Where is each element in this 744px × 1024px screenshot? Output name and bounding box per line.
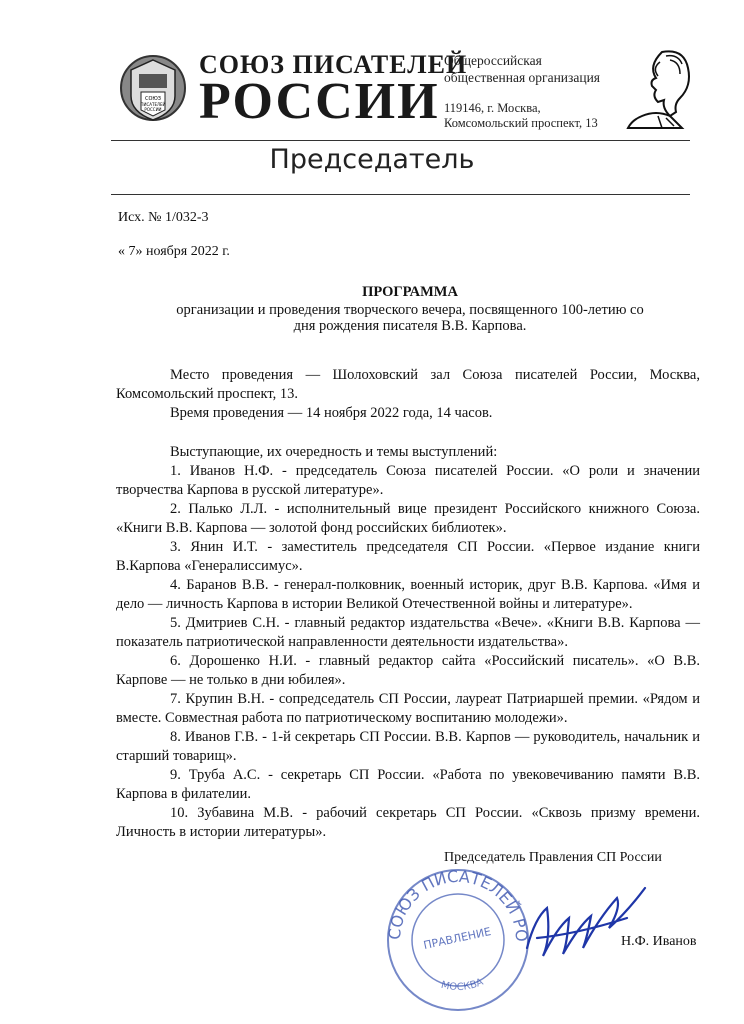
list-item: 4. Баранов В.В. - генерал-полковник, военный историк, друг В.В. Карпова. «Имя и дело — личность Карпова в истории Великой Отечественной войны и литературе».	[116, 577, 700, 612]
header-divider-top	[111, 140, 690, 141]
signatory-name: Н.Ф. Иванов	[621, 934, 697, 949]
time-paragraph: Время проведения — 14 ноября 2022 года, 14 часов.	[170, 405, 493, 421]
address-line2: Комсомольский проспект, 13	[444, 116, 598, 130]
pushkin-portrait-icon	[622, 46, 696, 130]
stamp-text-top: СОЮЗ ПИСАТЕЛЕЙ РО	[384, 866, 532, 943]
document-date: « 7» ноября 2022 г.	[118, 244, 230, 259]
org-type-line2: общественная организация	[444, 70, 601, 85]
speakers-intro: Выступающие, их очередность и темы выступлений:	[170, 444, 498, 460]
org-type-line1: Общероссийская	[444, 53, 542, 68]
list-item: 7. Крупин В.Н. - сопредседатель СП России, лауреат Патриаршей премии. «Рядом и вместе. Совместная работа по патриотическому воспитанию молодежи».	[116, 691, 700, 726]
list-item: 1. Иванов Н.Ф. - председатель Союза писателей России. «О роли и значении творчества Карпова в русской литературе».	[116, 463, 700, 498]
org-name-line2: РОССИИ	[199, 73, 440, 130]
address-line1: 119146, г. Москва,	[444, 101, 541, 115]
program-heading: ПРОГРАММА	[362, 284, 458, 300]
list-item: 3. Янин И.Т. - заместитель председателя СП России. «Первое издание книги В.Карпова «Генералиссимус».	[116, 539, 700, 574]
venue-paragraph: Место проведения — Шолоховский зал Союза писателей России, Москва, Комсомольский проспект, 13.	[116, 367, 700, 402]
list-item: 2. Палько Л.Л. - исполнительный вице президент Российского книжного Союза. «Книги В.В. Карпова — золотой фонд российских библиотек».	[116, 501, 700, 536]
reference-number: Исх. № 1/032-3	[118, 210, 209, 225]
svg-text:СОЮЗ ПИСАТЕЛЕЙ РОССИИ	[378, 862, 531, 942]
official-stamp	[378, 862, 538, 1012]
list-item: 9. Труба А.С. - секретарь СП России. «Работа по увековечиванию памяти В.В. Карпова в филателии.	[116, 767, 700, 802]
handwritten-signature	[517, 878, 657, 968]
svg-text:ПИСАТЕЛЕЙ: ПИСАТЕЛЕЙ	[140, 102, 166, 107]
document-body	[116, 366, 700, 842]
emblem-logo	[119, 52, 187, 124]
list-item: 5. Дмитриев С.Н. - главный редактор издательства «Вече». «Книги В.В. Карпова — показатель патриотической направленности деятельности издательства».	[116, 615, 700, 650]
stamp-text-center: ПРАВЛЕНИЕ	[422, 925, 493, 953]
svg-text:МОСКВА	[440, 977, 485, 994]
svg-text:РОССИИ: РОССИИ	[144, 107, 162, 112]
signatory-position: Председатель Правления СП России	[444, 850, 662, 865]
list-item: 10. Зубавина М.В. - рабочий секретарь СП России. «Сквозь призму времени. Личность в истории литературы».	[116, 805, 700, 840]
program-subtitle-line1: организации и проведения творческого вечера, посвященного 100-летию со	[176, 302, 644, 318]
svg-text:СОЮЗ: СОЮЗ	[144, 96, 162, 102]
stamp-text-bottom: МОСКВА	[439, 976, 486, 994]
header-divider-bottom	[111, 194, 690, 195]
list-item: 8. Иванов Г.В. - 1-й секретарь СП России. В.В. Карпов — руководитель, начальник и старший товарищ».	[116, 729, 700, 764]
header-title: Председатель	[269, 144, 475, 175]
org-name-line1: СОЮЗ ПИСАТЕЛЕЙ	[199, 50, 468, 79]
program-subtitle-line2: дня рождения писателя В.В. Карпова.	[293, 318, 527, 334]
list-item: 6. Дорошенко Н.И. - главный редактор сайта «Российский писатель». «О В.В. Карпове — не только в дни юбилея».	[116, 653, 700, 688]
